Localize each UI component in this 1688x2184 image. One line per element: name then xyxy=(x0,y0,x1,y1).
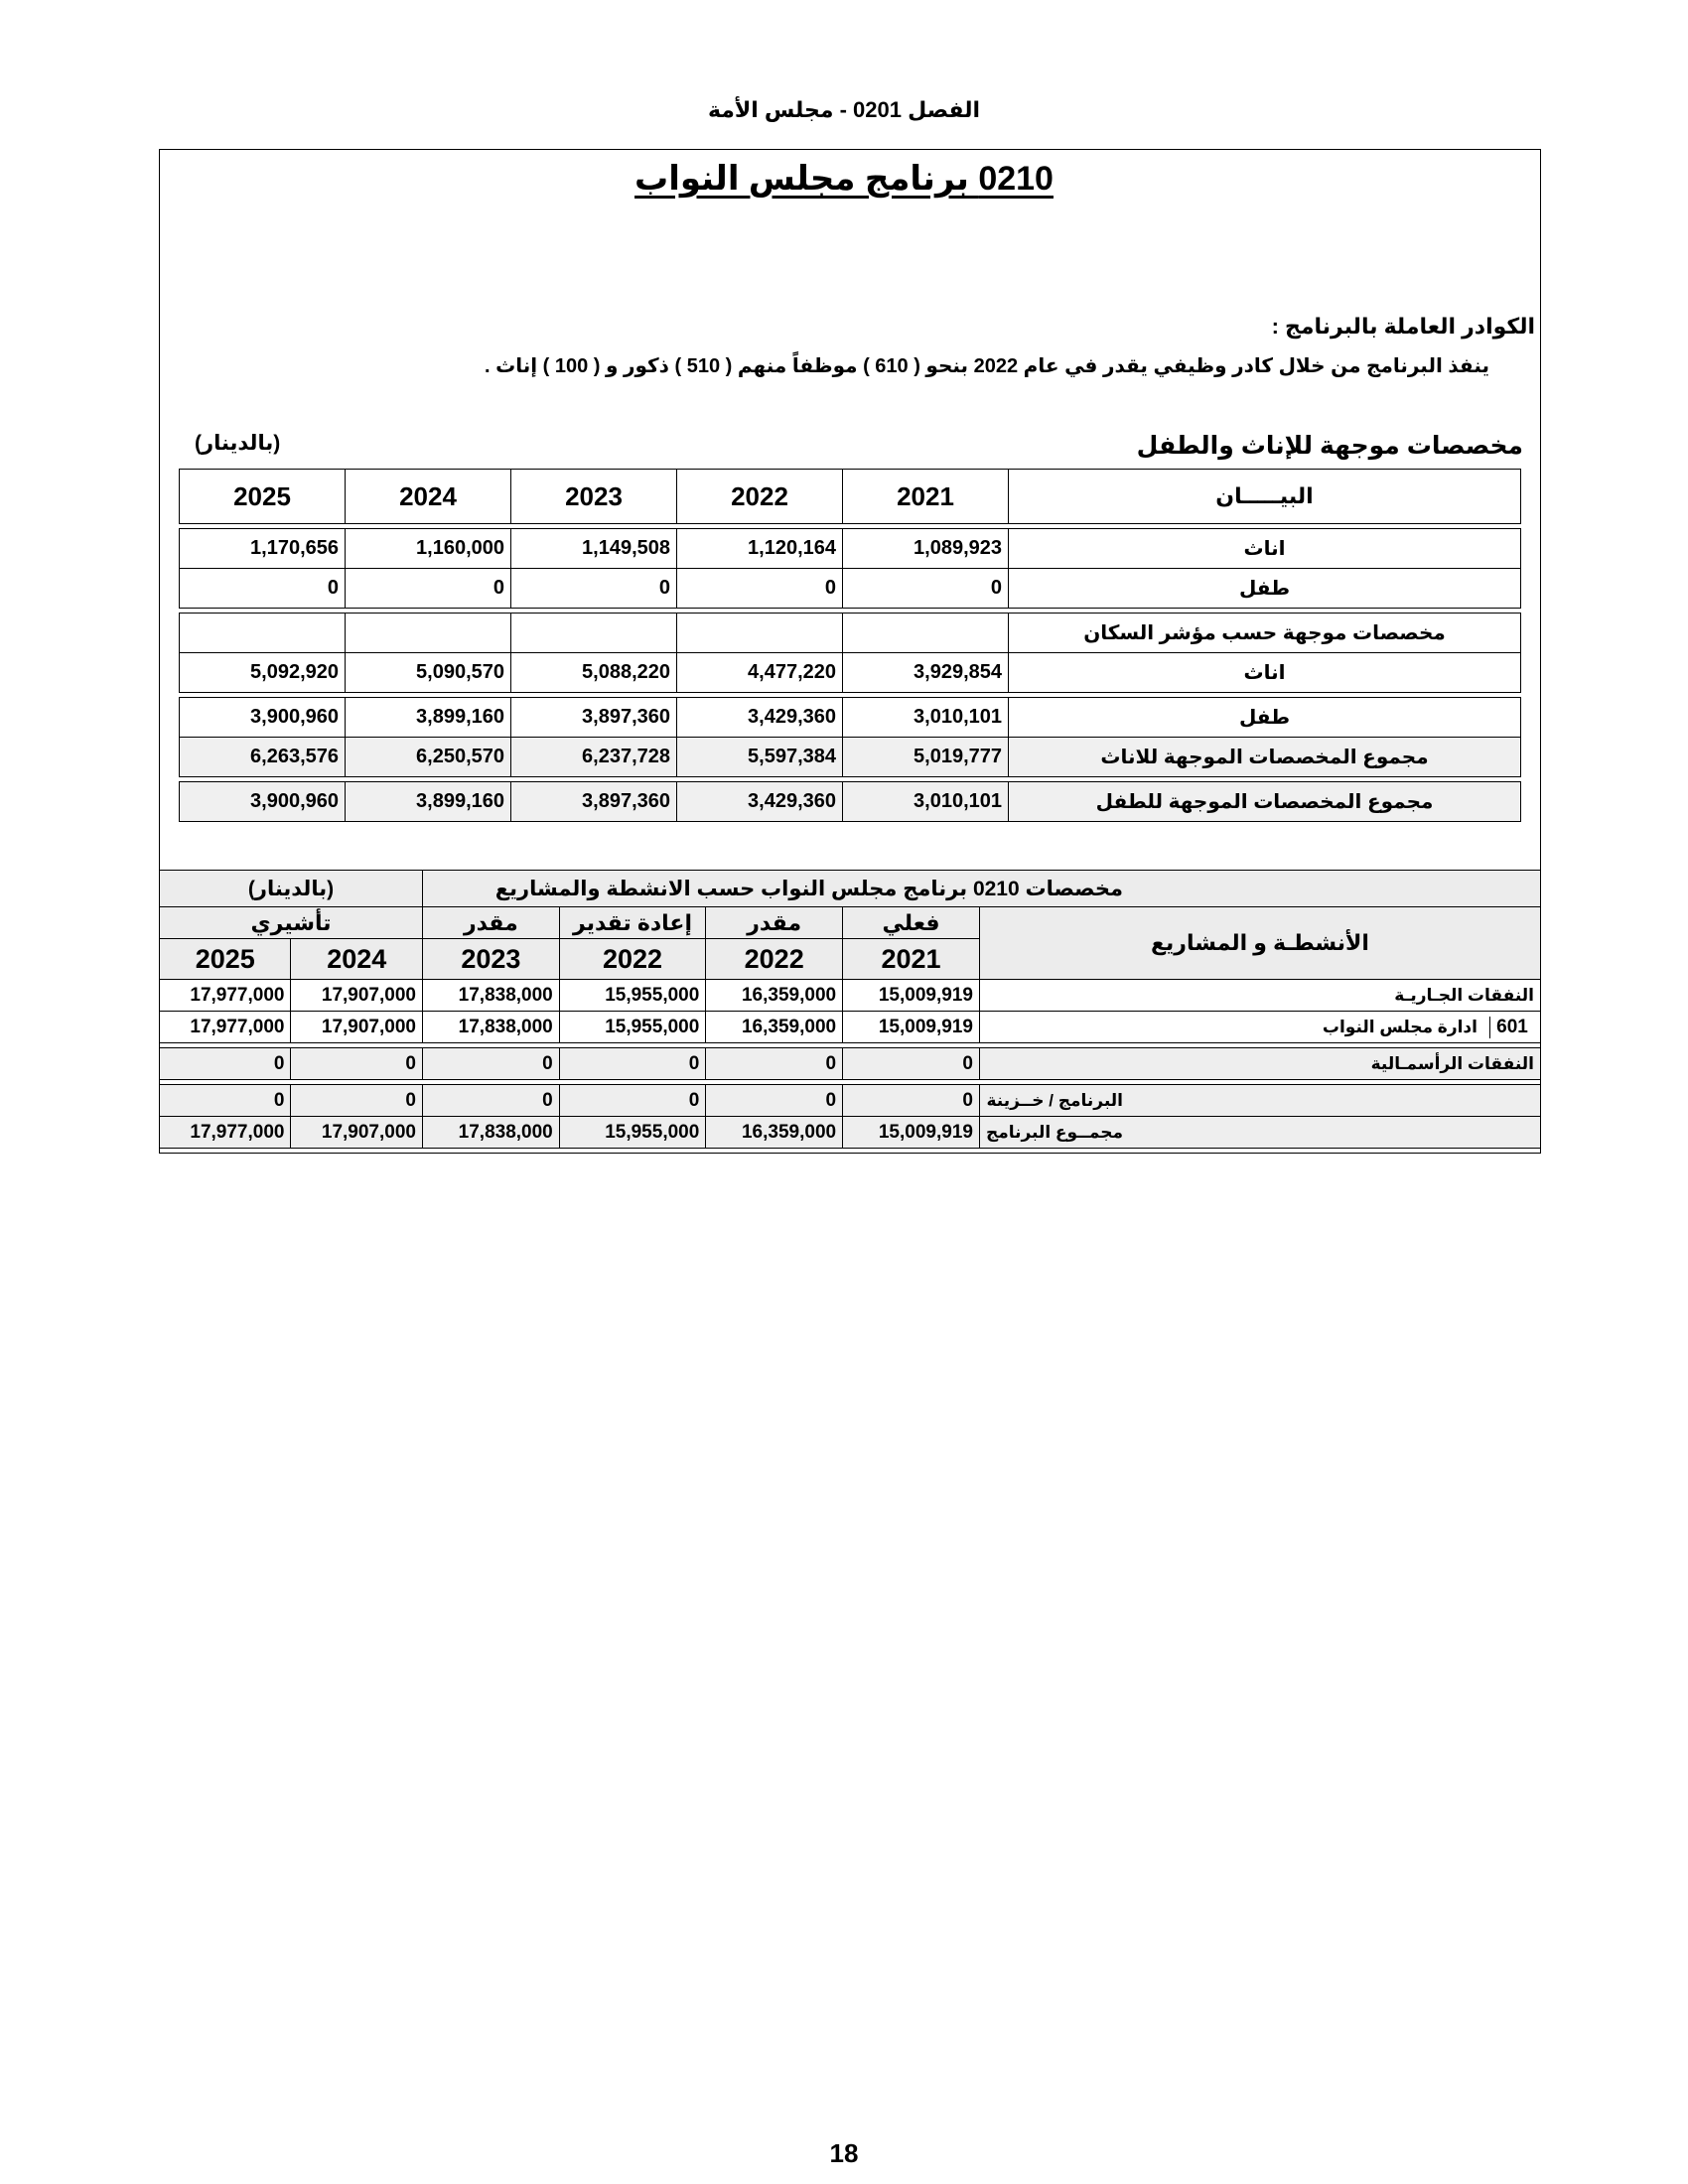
cell-value: 3,010,101 xyxy=(843,698,1009,738)
cell-value: 5,090,570 xyxy=(346,653,511,693)
year-header: 2022 xyxy=(677,470,843,524)
cell-value: 6,250,570 xyxy=(346,738,511,777)
row-label: النفقات الرأسمـالية xyxy=(979,1048,1540,1080)
activities-header: الأنشطـة و المشاريع xyxy=(979,907,1540,980)
column-type: تأشيري xyxy=(160,907,423,939)
cell-value: 4,477,220 xyxy=(677,653,843,693)
activity-row xyxy=(160,1012,1541,1043)
cell-value: 17,977,000 xyxy=(160,980,291,1012)
table-row xyxy=(180,653,1521,693)
cell-value: 0 xyxy=(291,1048,422,1080)
population-heading: مخصصات موجهة حسب مؤشر السكان xyxy=(1009,614,1521,653)
statement-header: البيـــــان xyxy=(1009,470,1521,524)
cell-value: 0 xyxy=(706,1085,843,1117)
year-header: 2021 xyxy=(843,939,980,980)
cell-value: 5,597,384 xyxy=(677,738,843,777)
chapter-header: الفصل 0201 - مجلس الأمة xyxy=(707,97,981,122)
program-total-row xyxy=(160,1117,1541,1149)
table-row xyxy=(180,614,1521,653)
activities-table xyxy=(159,870,1541,1149)
cell-value: 0 xyxy=(706,1048,843,1080)
column-type: فعلي xyxy=(843,907,980,939)
staff-heading: الكوادر العاملة بالبرنامج : xyxy=(1271,314,1535,339)
activities-banner-row xyxy=(160,871,1541,907)
column-type: مقدر xyxy=(706,907,843,939)
year-header: 2025 xyxy=(160,939,291,980)
year-header: 2021 xyxy=(843,470,1009,524)
cell-value: 3,897,360 xyxy=(511,698,677,738)
year-header: 2022 xyxy=(559,939,706,980)
cell-value: 3,429,360 xyxy=(677,782,843,822)
table-row xyxy=(180,569,1521,609)
cell-value: 0 xyxy=(346,569,511,609)
cell-value: 17,907,000 xyxy=(291,1117,422,1149)
activity-code: 601 xyxy=(1489,1017,1534,1038)
column-type: مقدر xyxy=(422,907,559,939)
cell-value: 0 xyxy=(422,1048,559,1080)
cell-value: 3,010,101 xyxy=(843,782,1009,822)
row-label: النفقات الجـاريـة xyxy=(979,980,1540,1012)
cell-value: 5,019,777 xyxy=(843,738,1009,777)
staff-description: ينفذ البرنامج من خلال كادر وظيفي يقدر في عام 2022 بنحو ( 610 ) موظفاً منهم ( 510 ) ذكور و ( 100 ) إناث . xyxy=(484,355,1489,377)
cell-value: 15,955,000 xyxy=(559,980,706,1012)
year-header: 2022 xyxy=(706,939,843,980)
year-header: 2024 xyxy=(291,939,422,980)
cell-value: 0 xyxy=(559,1085,706,1117)
table-header-row xyxy=(180,470,1521,524)
year-header: 2023 xyxy=(511,470,677,524)
table-row xyxy=(180,738,1521,777)
cell-value: 17,838,000 xyxy=(422,1012,559,1043)
year-header: 2024 xyxy=(346,470,511,524)
cell-value: 16,359,000 xyxy=(706,1117,843,1149)
cell-value: 3,929,854 xyxy=(843,653,1009,693)
cell-value: 0 xyxy=(422,1085,559,1117)
cell-value: 3,900,960 xyxy=(180,782,346,822)
cell-value: 0 xyxy=(559,1048,706,1080)
row-label: طفل xyxy=(1009,698,1521,738)
cell-value: 0 xyxy=(843,569,1009,609)
cell-value: 17,838,000 xyxy=(422,1117,559,1149)
cell-value: 3,899,160 xyxy=(346,698,511,738)
cell-value: 15,009,919 xyxy=(843,1012,980,1043)
cell-value: 1,149,508 xyxy=(511,529,677,569)
cell-value: 6,263,576 xyxy=(180,738,346,777)
year-header: 2025 xyxy=(180,470,346,524)
cell-value: 3,897,360 xyxy=(511,782,677,822)
activity-label xyxy=(979,1012,1540,1043)
current-expenses-row xyxy=(160,980,1541,1012)
cell-value: 17,907,000 xyxy=(291,980,422,1012)
row-label: البرنامج / خــزينة xyxy=(979,1085,1540,1117)
cell-value: 15,955,000 xyxy=(559,1012,706,1043)
cell-value: 0 xyxy=(677,569,843,609)
cell-value: 5,092,920 xyxy=(180,653,346,693)
cell-value: 17,977,000 xyxy=(160,1012,291,1043)
cell-value: 1,089,923 xyxy=(843,529,1009,569)
gender-table-title: مخصصات موجهة للإناث والطفل xyxy=(1136,432,1523,460)
cell-value: 0 xyxy=(160,1085,291,1117)
cell-value: 1,120,164 xyxy=(677,529,843,569)
column-type-row xyxy=(160,907,1541,939)
cell-value: 15,009,919 xyxy=(843,1117,980,1149)
cell-value: 17,977,000 xyxy=(160,1117,291,1149)
cell-value: 0 xyxy=(160,1048,291,1080)
gender-allocations-table xyxy=(179,469,1521,822)
cell-value: 0 xyxy=(843,1085,980,1117)
cell-value: 16,359,000 xyxy=(706,980,843,1012)
cell-value: 5,088,220 xyxy=(511,653,677,693)
year-header: 2023 xyxy=(422,939,559,980)
activities-table-unit: (بالدينار) xyxy=(160,871,423,907)
cell-value: 0 xyxy=(511,569,677,609)
cell-value: 0 xyxy=(180,569,346,609)
table-row xyxy=(180,529,1521,569)
cell-value: 3,899,160 xyxy=(346,782,511,822)
gender-table-unit: (بالدينار) xyxy=(195,432,281,455)
page-number: 18 xyxy=(829,2138,859,2168)
cell-value: 3,429,360 xyxy=(677,698,843,738)
cell-value: 15,009,919 xyxy=(843,980,980,1012)
activity-name: ادارة مجلس النواب xyxy=(1322,1017,1477,1036)
treasury-row xyxy=(160,1085,1541,1117)
program-title-text: 0210 برنامج مجلس النواب xyxy=(634,160,1054,198)
cell-value: 1,160,000 xyxy=(346,529,511,569)
activities-table-title: مخصصات 0210 برنامج مجلس النواب حسب الانشطة والمشاريع xyxy=(422,871,1540,907)
row-label: طفل xyxy=(1009,569,1521,609)
column-type: إعادة تقدير xyxy=(559,907,706,939)
capital-expenses-row xyxy=(160,1048,1541,1080)
cell-value: 0 xyxy=(843,1048,980,1080)
cell-value: 15,955,000 xyxy=(559,1117,706,1149)
cell-value: 1,170,656 xyxy=(180,529,346,569)
table-row xyxy=(180,782,1521,822)
row-label: مجمــوع البرنامج xyxy=(979,1117,1540,1149)
row-label: اناث xyxy=(1009,529,1521,569)
cell-value: 0 xyxy=(291,1085,422,1117)
row-label: مجموع المخصصات الموجهة للطفل xyxy=(1009,782,1521,822)
cell-value: 16,359,000 xyxy=(706,1012,843,1043)
program-title xyxy=(0,159,1688,199)
table-row xyxy=(180,698,1521,738)
cell-value: 17,838,000 xyxy=(422,980,559,1012)
cell-value: 6,237,728 xyxy=(511,738,677,777)
cell-value: 17,907,000 xyxy=(291,1012,422,1043)
row-label: مجموع المخصصات الموجهة للاناث xyxy=(1009,738,1521,777)
row-label: اناث xyxy=(1009,653,1521,693)
cell-value: 3,900,960 xyxy=(180,698,346,738)
